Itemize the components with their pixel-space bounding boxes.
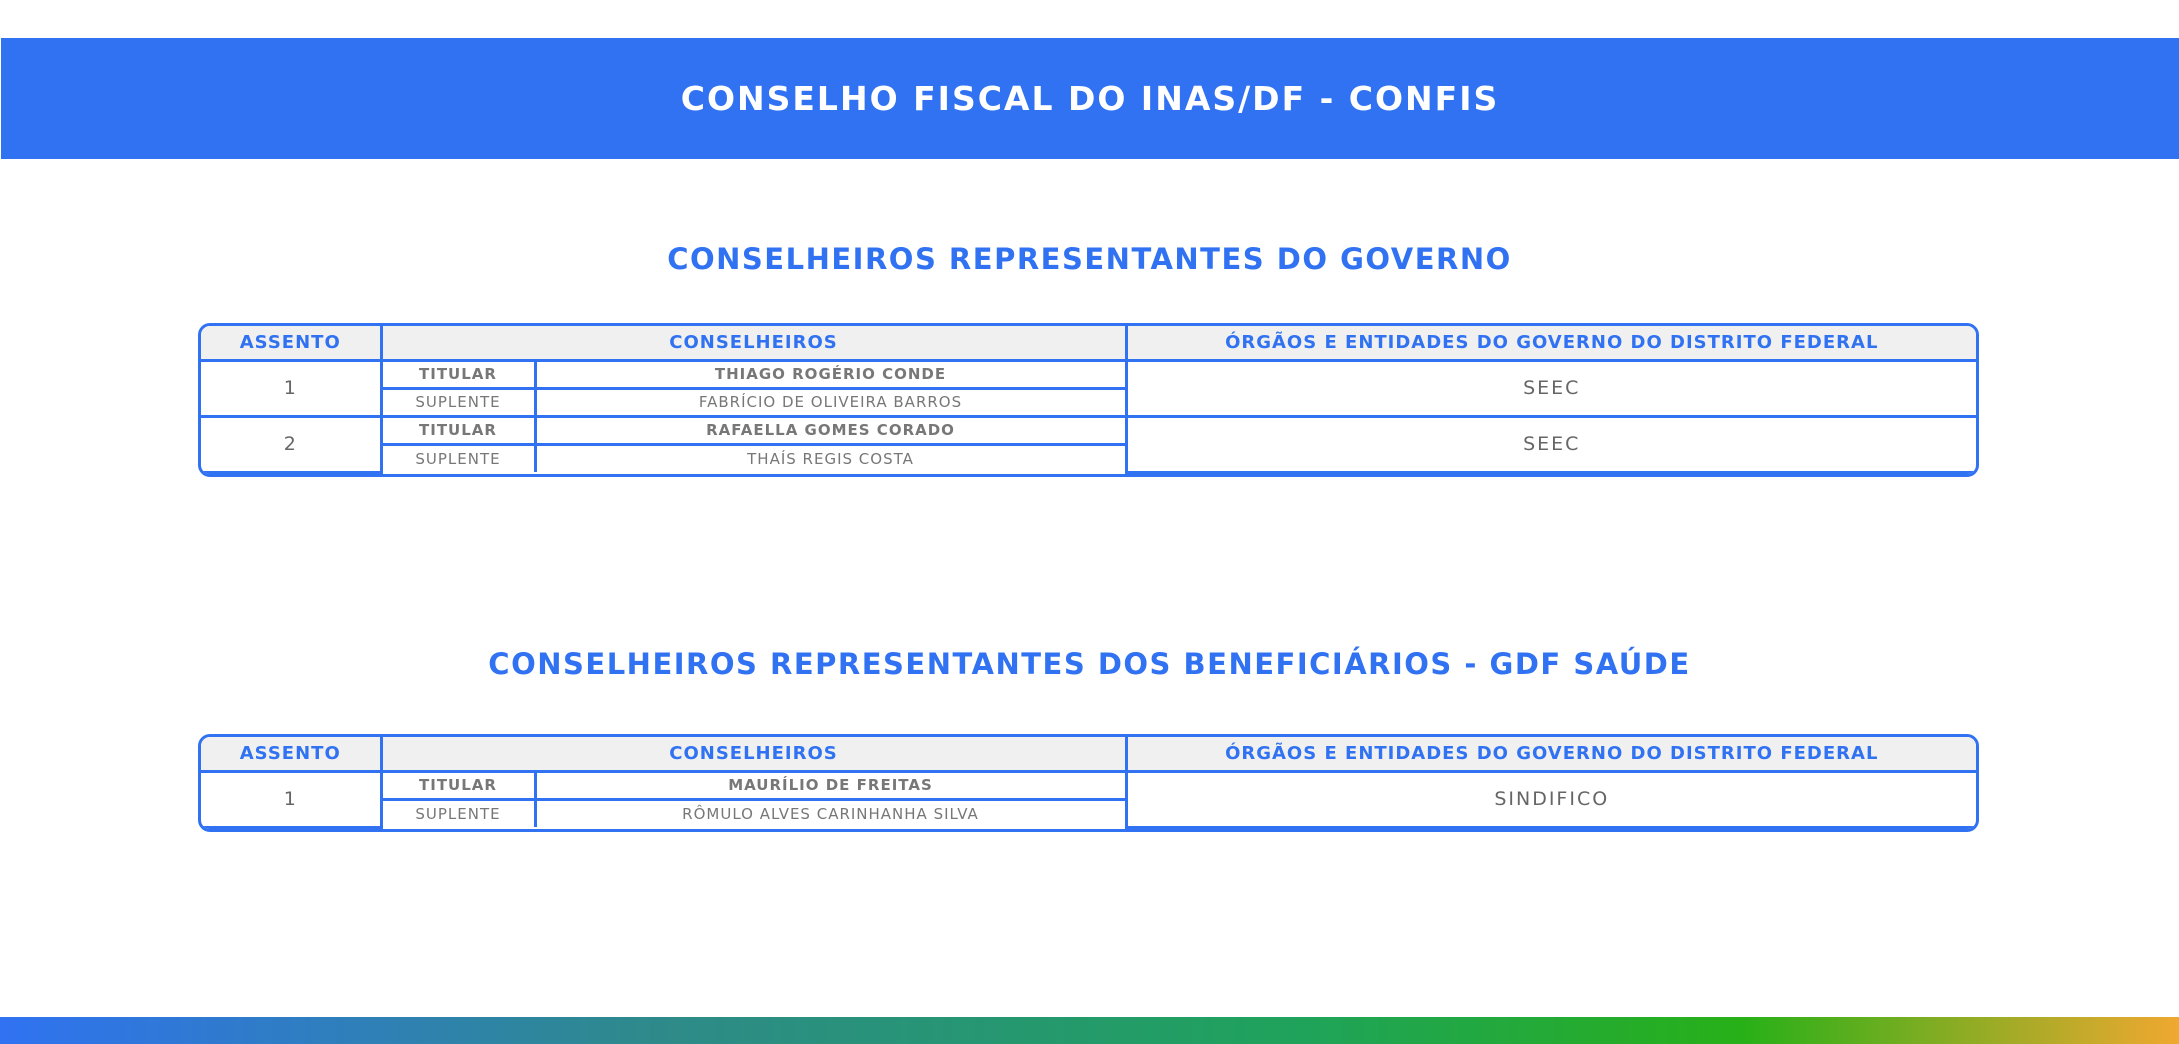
seat-number: 2 — [201, 416, 381, 472]
table-row — [201, 360, 1976, 388]
suplente-name: THAÍS REGIS COSTA — [535, 444, 1126, 472]
role-label-suplente: SUPLENTE — [381, 444, 535, 472]
column-header-orgaos: ÓRGÃOS E ENTIDADES DO GOVERNO DO DISTRITO FEDERAL — [1126, 326, 1976, 360]
table-header-row — [201, 326, 1976, 360]
column-header-conselheiros: CONSELHEIROS — [381, 326, 1126, 360]
orgao-cell: SEEC — [1126, 416, 1976, 472]
role-label-titular: TITULAR — [381, 360, 535, 388]
table-beneficiarios — [198, 734, 1979, 832]
column-header-assento: ASSENTO — [201, 737, 381, 771]
role-label-suplente: SUPLENTE — [381, 799, 535, 827]
table-row — [201, 416, 1976, 444]
role-label-titular: TITULAR — [381, 771, 535, 799]
role-label-suplente: SUPLENTE — [381, 388, 535, 416]
column-header-orgaos: ÓRGÃOS E ENTIDADES DO GOVERNO DO DISTRITO FEDERAL — [1126, 737, 1976, 771]
column-header-assento: ASSENTO — [201, 326, 381, 360]
orgao-cell: SINDIFICO — [1126, 771, 1976, 827]
section-title-governo: CONSELHEIROS REPRESENTANTES DO GOVERNO — [667, 242, 1512, 276]
suplente-name: FABRÍCIO DE OLIVEIRA BARROS — [535, 388, 1126, 416]
seat-number: 1 — [201, 360, 381, 416]
section-title-beneficiarios: CONSELHEIROS REPRESENTANTES DOS BENEFICIÁRIOS - GDF SAÚDE — [488, 647, 1691, 681]
footer-gradient-band — [0, 1017, 2179, 1044]
table-governo — [198, 323, 1979, 477]
orgao-cell: SEEC — [1126, 360, 1976, 416]
table-header-row — [201, 737, 1976, 771]
column-header-conselheiros: CONSELHEIROS — [381, 737, 1126, 771]
role-label-titular: TITULAR — [381, 416, 535, 444]
titular-name: THIAGO ROGÉRIO CONDE — [535, 360, 1126, 388]
seat-number: 1 — [201, 771, 381, 827]
page-title: CONSELHO FISCAL DO INAS/DF - CONFIS — [680, 79, 1500, 118]
titular-name: RAFAELLA GOMES CORADO — [535, 416, 1126, 444]
suplente-name: RÔMULO ALVES CARINHANHA SILVA — [535, 799, 1126, 827]
header-banner — [1, 38, 2179, 159]
table-row — [201, 771, 1976, 799]
titular-name: MAURÍLIO DE FREITAS — [535, 771, 1126, 799]
